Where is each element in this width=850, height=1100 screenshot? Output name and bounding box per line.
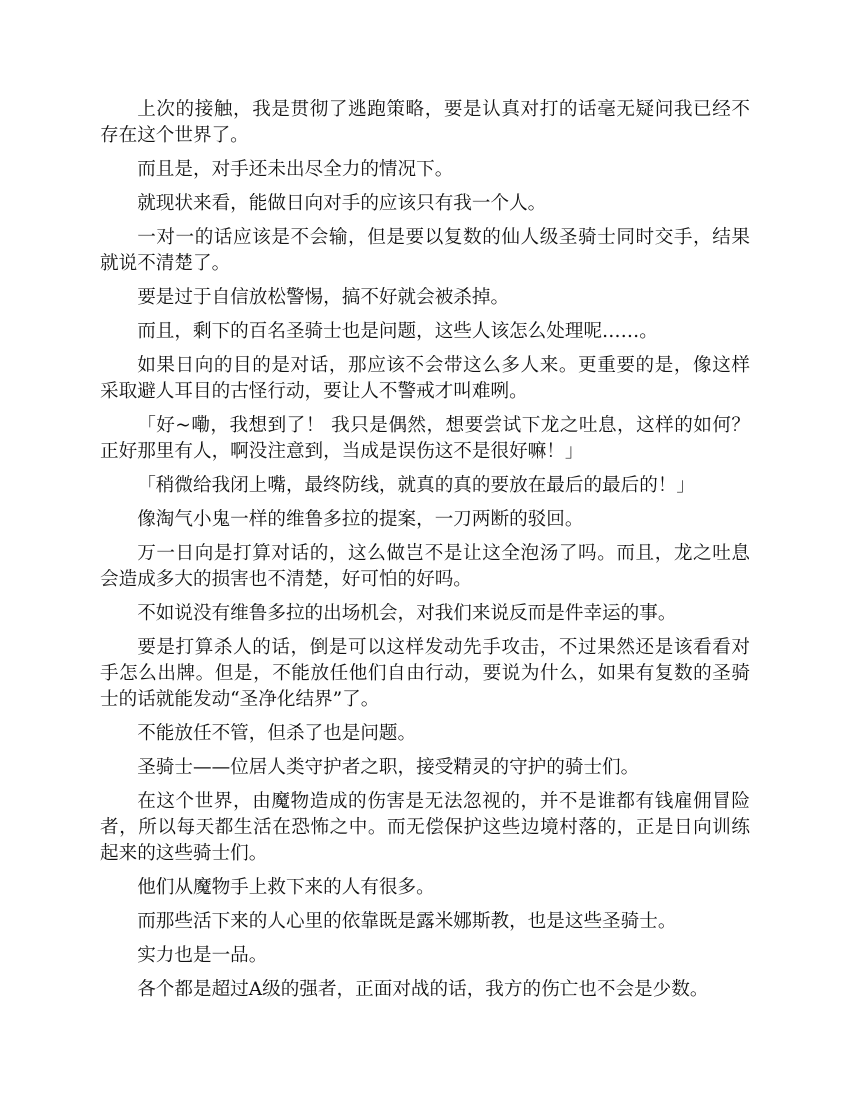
paragraph: 而那些活下来的人心里的依靠既是露米娜斯教，也是这些圣骑士。 (137, 911, 677, 932)
paragraph: 像淘气小鬼一样的维鲁多拉的提案，一刀两断的驳回。 (137, 509, 584, 530)
paragraph: 不能放任不管，但杀了也是问题。 (137, 723, 417, 744)
paragraph: 要是打算杀人的话，倒是可以这样发动先手攻击，不过果然还是该看看对手怎么出牌。但是，不能放任他们自由行动，要说为什么，如果有复数的圣骑士的话就能发动“圣净化结界”了。 (100, 637, 750, 710)
paragraph: 万一日向是打算对话的，这么做岂不是让这全泡汤了吗。而且，龙之吐息会造成多大的损害也不清楚，好可怕的好吗。 (100, 543, 750, 590)
paragraph: 各个都是超过A级的强者，正面对战的话，我方的伤亡也不会是少数。 (137, 979, 709, 1000)
paragraph: 一对一的话应该是不会输，但是要以复数的仙人级圣骑士同时交手，结果就说不清楚了。 (100, 227, 750, 274)
paragraph: 而且，剩下的百名圣骑士也是问题，这些人该怎么处理呢……。 (137, 321, 658, 342)
paragraph: 上次的接触，我是贯彻了逃跑策略，要是认真对打的话毫无疑问我已经不存在这个世界了。 (100, 99, 750, 146)
paragraph: 如果日向的目的是对话，那应该不会带这么多人来。更重要的是，像这样采取避人耳目的古怪行动，要让人不警戒才叫难咧。 (100, 355, 750, 402)
paragraph: 实力也是一品。 (137, 945, 268, 966)
paragraph: 就现状来看，能做日向对手的应该只有我一个人。 (137, 193, 547, 214)
paragraph: 圣骑士——位居人类守护者之职，接受精灵的守护的骑士们。 (137, 757, 640, 778)
paragraph: 而且是，对手还未出尽全力的情况下。 (137, 159, 454, 180)
paragraph: 「好~嘞，我想到了！ 我只是偶然，想要尝试下龙之吐息，这样的如何？ 正好那里有人，啊没注意到，当成是误伤这不是很好嘛！」 (100, 415, 750, 462)
body-text (100, 97, 750, 1011)
paragraph: 要是过于自信放松警惕，搞不好就会被杀掉。 (137, 287, 510, 308)
paragraph: 不如说没有维鲁多拉的出场机会，对我们来说反而是件幸运的事。 (137, 603, 677, 624)
paragraph: 「稍微给我闭上嘴，最终防线，就真的真的要放在最后的最后的！」 (137, 475, 696, 496)
paragraph: 在这个世界，由魔物造成的伤害是无法忽视的，并不是谁都有钱雇佣冒险者，所以每天都生活在恐怖之中。而无偿保护这些边境村落的，正是日向训练起来的这些骑士们。 (100, 791, 750, 864)
paragraph: 他们从魔物手上救下来的人有很多。 (137, 877, 435, 898)
